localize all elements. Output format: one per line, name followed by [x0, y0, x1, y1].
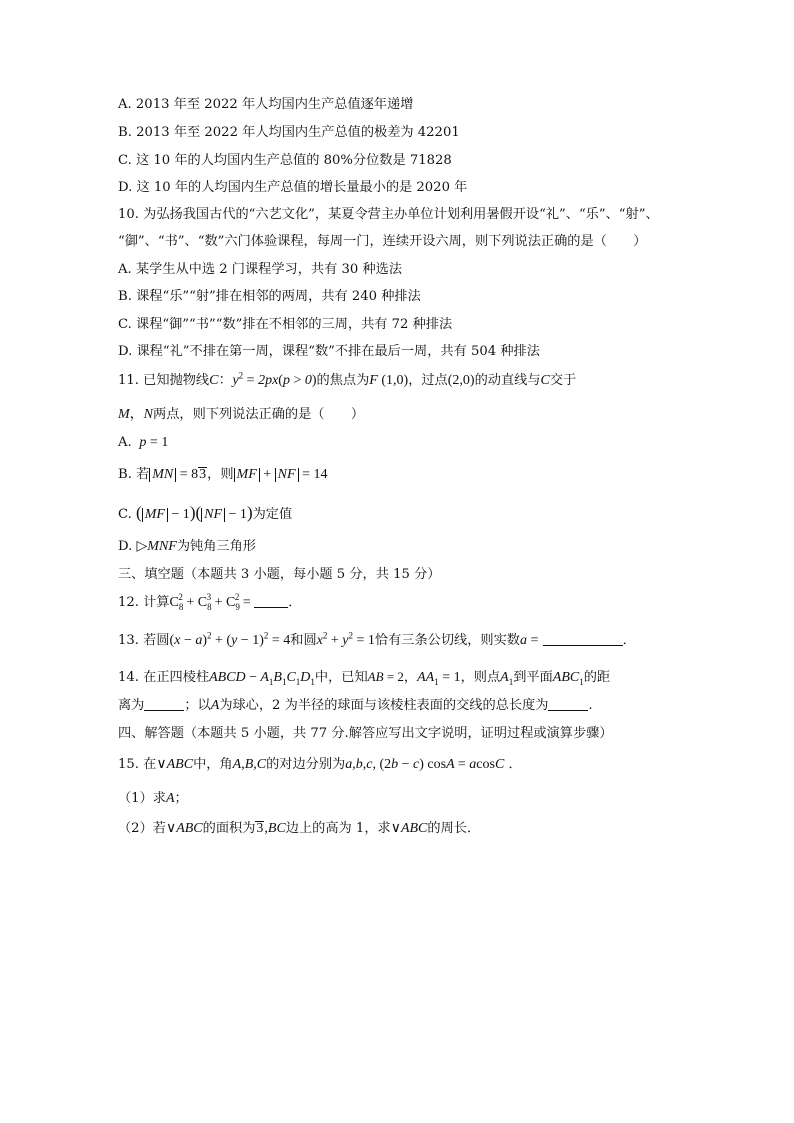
q11-c-symbol: C	[540, 373, 550, 388]
q15-sub2-d: 的周长．	[427, 821, 481, 836]
q12-formula: $C_8^2 + C_8^3 + C_9^2$ =	[169, 592, 255, 612]
q11-stem-line1	[118, 372, 576, 390]
q15-sub2-triangle-2: ∨ABC	[390, 821, 428, 836]
q11-option-b-prefix: B. 若	[118, 467, 150, 482]
q11-focus-formula: F (1,0)	[369, 373, 409, 388]
q14-answer-blank-1[interactable]	[144, 698, 184, 711]
q15-sub2-c: 边上的高为 1，求	[285, 821, 391, 836]
q11-line2-text: 两点，则下列说法正确的是（ ）	[153, 407, 365, 422]
q10-option-a: A. 某学生从中选 2 门课程学习，共有 30 种选法	[118, 262, 403, 277]
q14-a1-symbol: $A_1$	[500, 670, 514, 687]
q15-sub2-triangle-1: ∨ABC	[165, 821, 203, 836]
q14-aa1-formula: $AA_1 = 1$	[417, 670, 461, 687]
q11-option-b-formula-1: MN = 83	[149, 467, 207, 482]
q15-sub1-end: ；	[174, 791, 188, 806]
q14-line2-b: ；以	[184, 698, 211, 713]
q14-a-symbol: A	[210, 698, 220, 713]
q14-plane-formula: $ABC_1$	[552, 670, 584, 687]
q15-sub2-b: 的面积为	[202, 821, 256, 836]
q11-option-b	[118, 466, 327, 484]
q11-stem-line2	[118, 406, 364, 424]
q14-line2-a: 离为	[118, 698, 145, 713]
q13-mid: 和圆	[290, 633, 317, 648]
q15-subquestion-2	[118, 820, 480, 838]
q15-sub1-a-symbol: A	[165, 791, 175, 806]
q11-option-a-prefix: A.	[118, 435, 132, 450]
q9-option-b: B. 2013 年至 2022 年人均国内生产总值的极差为 42201	[118, 125, 460, 140]
q13-answer-blank[interactable]	[543, 633, 623, 646]
q13-suffix: 恰有三条公切线，则实数	[374, 633, 520, 648]
q15-sub1-text: （1）求	[118, 791, 166, 806]
q14-prism-formula: ABCD − $A_1B_1C_1D_1$	[209, 670, 315, 687]
q15-stem: 15. 在∨ABC中，角A,B,C的对边分别为a,b,c, (2b − c) cosA = acosC ．	[118, 757, 522, 772]
q9-option-d: D. 这 10 年的人均国内生产总值的增长量最小的是 2020 年	[118, 180, 468, 195]
q14-text-4: 到平面	[513, 670, 553, 685]
q11-mn-symbols: M，N	[118, 407, 154, 422]
q14-text-1: 中，已知	[314, 670, 368, 685]
q14-line2-c: 为球心，2 为半径的球面与该棱柱表面的交线的总长度为	[219, 698, 549, 713]
q15-subquestion-1	[118, 790, 188, 808]
q12-answer-blank[interactable]	[254, 595, 288, 608]
q15-sub2-area-formula: 3,BC	[256, 821, 286, 836]
q11-option-d-suffix: 为钝角三角形	[176, 539, 256, 554]
q11-option-d-prefix: D.	[118, 539, 133, 554]
q14-ab-formula: AB = 2	[367, 669, 404, 684]
q11-option-c	[118, 504, 292, 524]
q13-prefix: 13. 若圆	[118, 633, 170, 648]
q11-option-d-formula: ▷MNF	[136, 539, 177, 554]
q11-option-a	[118, 434, 168, 452]
section-3-heading: 三、填空题（本题共 3 小题，每小题 5 分，共 15 分）	[118, 567, 441, 582]
q11-option-b-mid: ，则	[207, 467, 234, 482]
q15-triangle-formula: ∨ABC	[156, 757, 194, 772]
q11-text-1: 的焦点为	[316, 373, 370, 388]
q14-text-5: 的距	[583, 670, 611, 685]
q10-option-c: C. 课程“御”“书”“数”排在不相邻的三周，共有 72 种排法	[118, 317, 453, 332]
q11-number: 11. 已知抛物线	[118, 373, 210, 388]
q15-condition-formula: a,b,c, (2b − c) cosA = acosC	[345, 757, 505, 772]
q11-text-3: 的动直线与	[474, 373, 541, 388]
q11-option-d	[118, 538, 256, 556]
q14-line2: 离为 ；以A为球心，2 为半径的球面与该棱柱表面的交线的总长度为 .	[118, 698, 593, 713]
q11-option-b-formula-2: MF + NF = 14	[234, 467, 328, 482]
q14-text-3: ，则点	[460, 670, 501, 685]
q15-text-2: 的对边分别为	[266, 757, 346, 772]
q11-point-formula: (2,0)	[447, 373, 475, 388]
q11-option-a-formula: p = 1	[135, 435, 169, 450]
q12-prefix: 12. 计算	[118, 595, 170, 610]
q11-text-2: ，过点	[408, 373, 448, 388]
q15-sub2-a: （2）若	[118, 821, 166, 836]
q10-stem-line1: 10. 为弘扬我国古代的“六艺文化”，某夏令营主办单位计划利用暑假开设“礼”、“乐”、“射”、	[118, 207, 659, 222]
q9-option-a: A. 2013 年至 2022 年人均国内生产总值逐年递增	[118, 97, 414, 112]
q13-a-symbol: a =	[519, 633, 539, 648]
q13: 13. 若圆$(x - a)^2 + (y - 1)^2 = 4$和圆$x^2 + y^2 = 1$恰有三条公切线，则实数a = ．	[118, 630, 636, 648]
q11-option-c-suffix: 为定值	[252, 507, 293, 522]
q11-option-c-formula: ( MF − 1)( NF − 1)	[136, 503, 253, 522]
q15-prefix: 15. 在	[118, 757, 157, 772]
q14-answer-blank-2[interactable]	[548, 698, 588, 711]
q10-option-b: B. 课程“乐”“射”排在相邻的两周，共有 240 种排法	[118, 289, 421, 304]
q15-text-1: 中，角	[193, 757, 233, 772]
q14-line1	[118, 668, 610, 687]
q13-circle2-formula: $x^2 + y^2 = 1$	[316, 630, 375, 648]
q14-text-2: ，	[403, 670, 418, 685]
q10-stem-line2: “御”、“书”、“数”六门体验课程，每周一门，连续开设六周，则下列说法正确的是（ ）	[118, 234, 647, 249]
q11-text-4: 交于	[549, 373, 577, 388]
q11-option-c-prefix: C.	[118, 507, 132, 522]
q12: 12. 计算$C_8^2 + C_8^3 + C_9^2$ = ．	[118, 592, 302, 612]
q14-prefix: 14. 在正四棱柱	[118, 670, 210, 685]
q10-option-d: D. 课程“礼”不排在第一周，课程“数”不排在最后一周，共有 504 种排法	[118, 344, 540, 359]
section-4-heading: 四、解答题（本题共 5 小题，共 77 分.解答应写出文字说明，证明过程或演算步骤）	[118, 726, 613, 741]
q13-circle1-formula: $(x - a)^2 + (y - 1)^2 = 4$	[169, 630, 291, 648]
q11-parabola-formula: C：$y^2 = 2px(p > 0)$	[209, 370, 317, 388]
q9-option-c: C. 这 10 年的人均国内生产总值的 80%分位数是 71828	[118, 153, 452, 168]
q15-angles-formula: A,B,C	[232, 757, 267, 772]
